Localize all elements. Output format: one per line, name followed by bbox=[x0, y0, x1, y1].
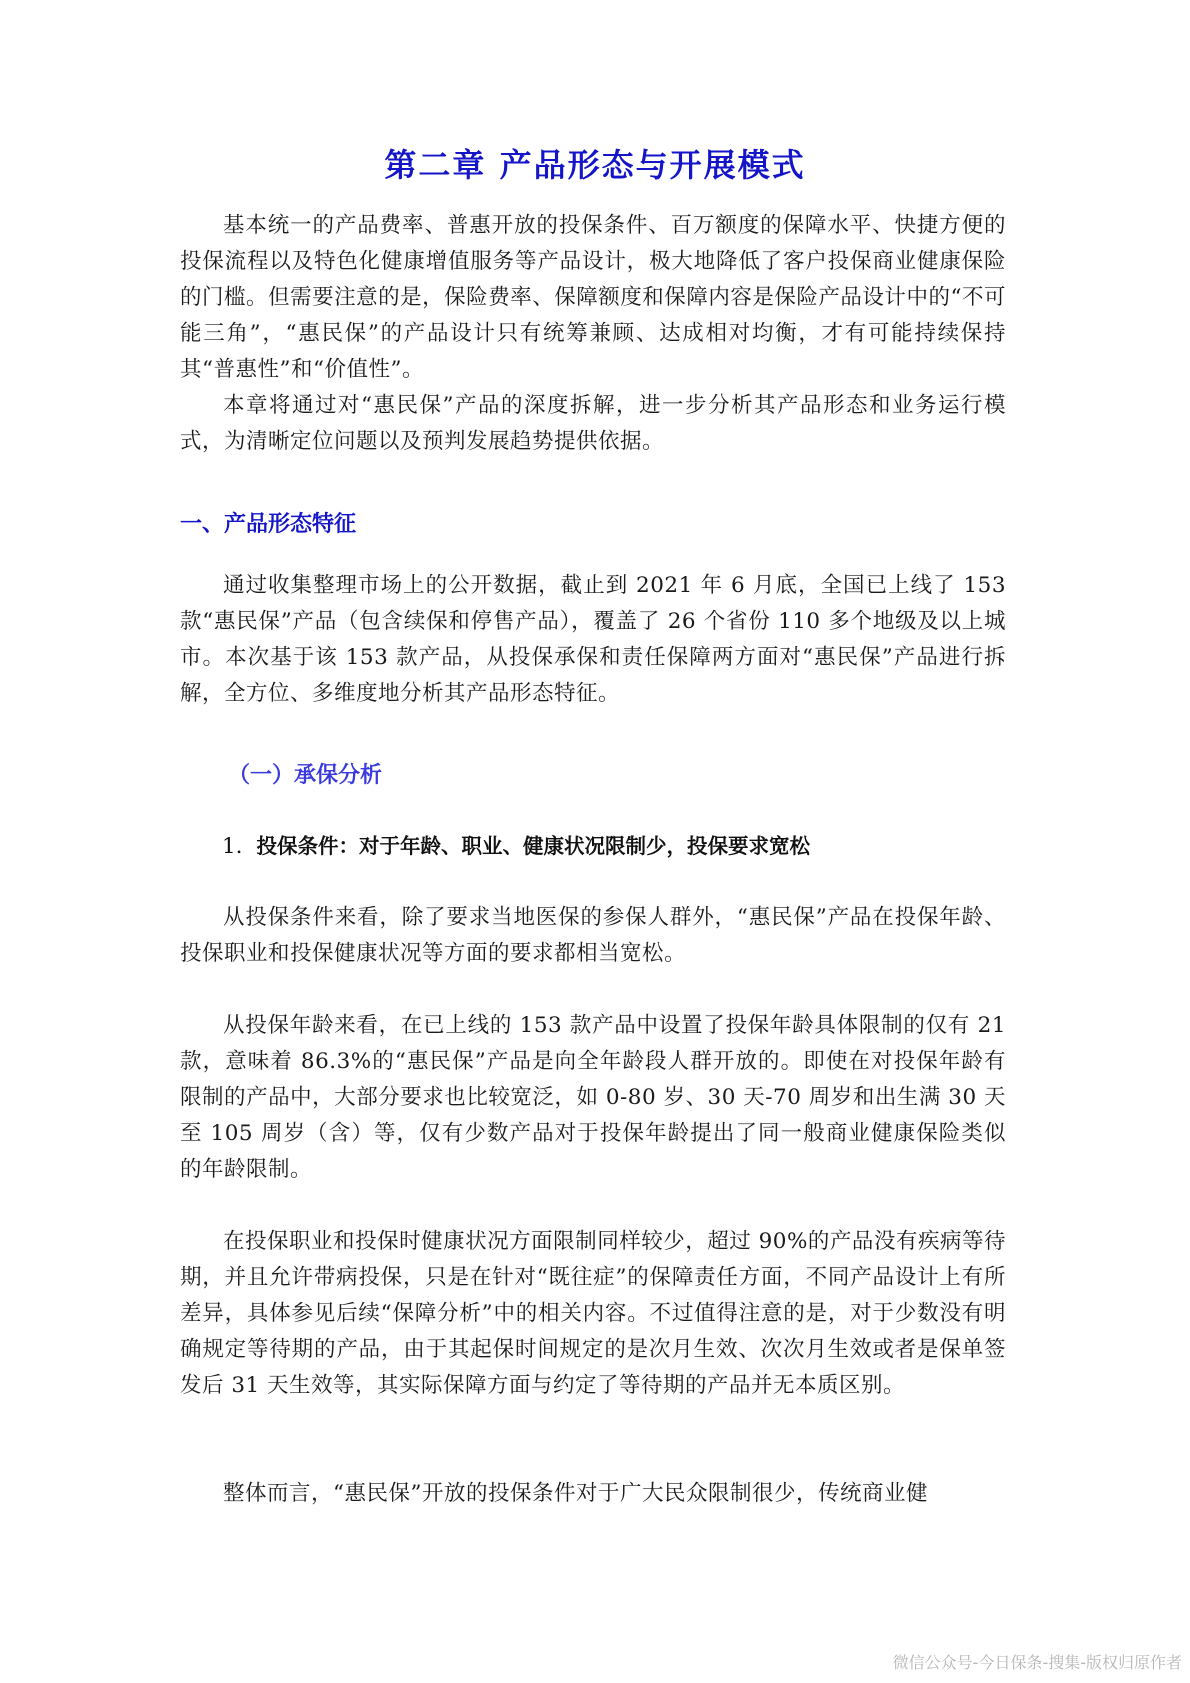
body-paragraph-4: 整体而言，“惠民保”开放的投保条件对于广大民众限制很少，传统商业健 bbox=[223, 1481, 928, 1506]
item-heading-text: 投保条件：对于年龄、职业、健康状况限制少，投保要求宽松 bbox=[256, 834, 811, 858]
section-heading-product-form: 一、产品形态特征 bbox=[180, 512, 357, 537]
body-paragraph-1: 从投保条件来看，除了要求当地医保的参保人群外，“惠民保”产品在投保年龄、投保职业和投保健康状况等方面的要求都相当宽松。 bbox=[180, 905, 1006, 966]
chapter-title: 第二章 产品形态与开展模式 bbox=[384, 146, 806, 184]
watermark-text: 微信公众号-今日保条-搜集-版权归原作者 bbox=[892, 1653, 1182, 1672]
item-number: 1. bbox=[222, 834, 243, 859]
subsection-heading-underwriting: （一）承保分析 bbox=[228, 762, 383, 788]
body-paragraph-3: 在投保职业和投保时健康状况方面限制同样较少，超过 90%的产品没有疾病等待期，并且允许带病投保，只是在针对“既往症”的保障责任方面，不同产品设计上有所差异，具体参见后续“保障分析”中的相关内容。不过值得注意的是，对于少数没有明确规定等待期的产品，由于其起保时间规定的是次月生效、次次月生效或者是保单签发后 31 天生效等，其实际保障方面与约定了等待期的产品并无本质区别。 bbox=[180, 1229, 1006, 1398]
body-paragraph-2: 从投保年龄来看，在已上线的 153 款产品中设置了投保年龄具体限制的仅有 21 款，意味着 86.3%的“惠民保”产品是向全年龄段人群开放的。即使在对投保年龄有限制的产品中，大部分要求也比较宽泛，如 0-80 岁、30 天-70 周岁和出生满 30 天至 105 周岁（含）等，仅有少数产品对于投保年龄提出了同一般商业健康保险类似的年龄限制。 bbox=[180, 1013, 1006, 1182]
intro-paragraph-2: 本章将通过对“惠民保”产品的深度拆解，进一步分析其产品形态和业务运行模式，为清晰定位问题以及预判发展趋势提供依据。 bbox=[180, 393, 1006, 454]
item-heading-conditions bbox=[222, 829, 810, 859]
section1-paragraph: 通过收集整理市场上的公开数据，截止到 2021 年 6 月底，全国已上线了 153 款“惠民保”产品（包含续保和停售产品），覆盖了 26 个省份 110 多个地级及以上城市。本次基于该 153 款产品，从投保承保和责任保障两方面对“惠民保”产品进行拆解，全方位、多维度地分析其产品形态特征。 bbox=[180, 573, 1006, 706]
intro-paragraph-1: 基本统一的产品费率、普惠开放的投保条件、百万额度的保障水平、快捷方便的投保流程以及特色化健康增值服务等产品设计，极大地降低了客户投保商业健康保险的门槛。但需要注意的是，保险费率、保障额度和保障内容是保险产品设计中的“不可能三角”，“惠民保”的产品设计只有统筹兼顾、达成相对均衡，才有可能持续保持其“普惠性”和“价值性”。 bbox=[180, 213, 1006, 382]
